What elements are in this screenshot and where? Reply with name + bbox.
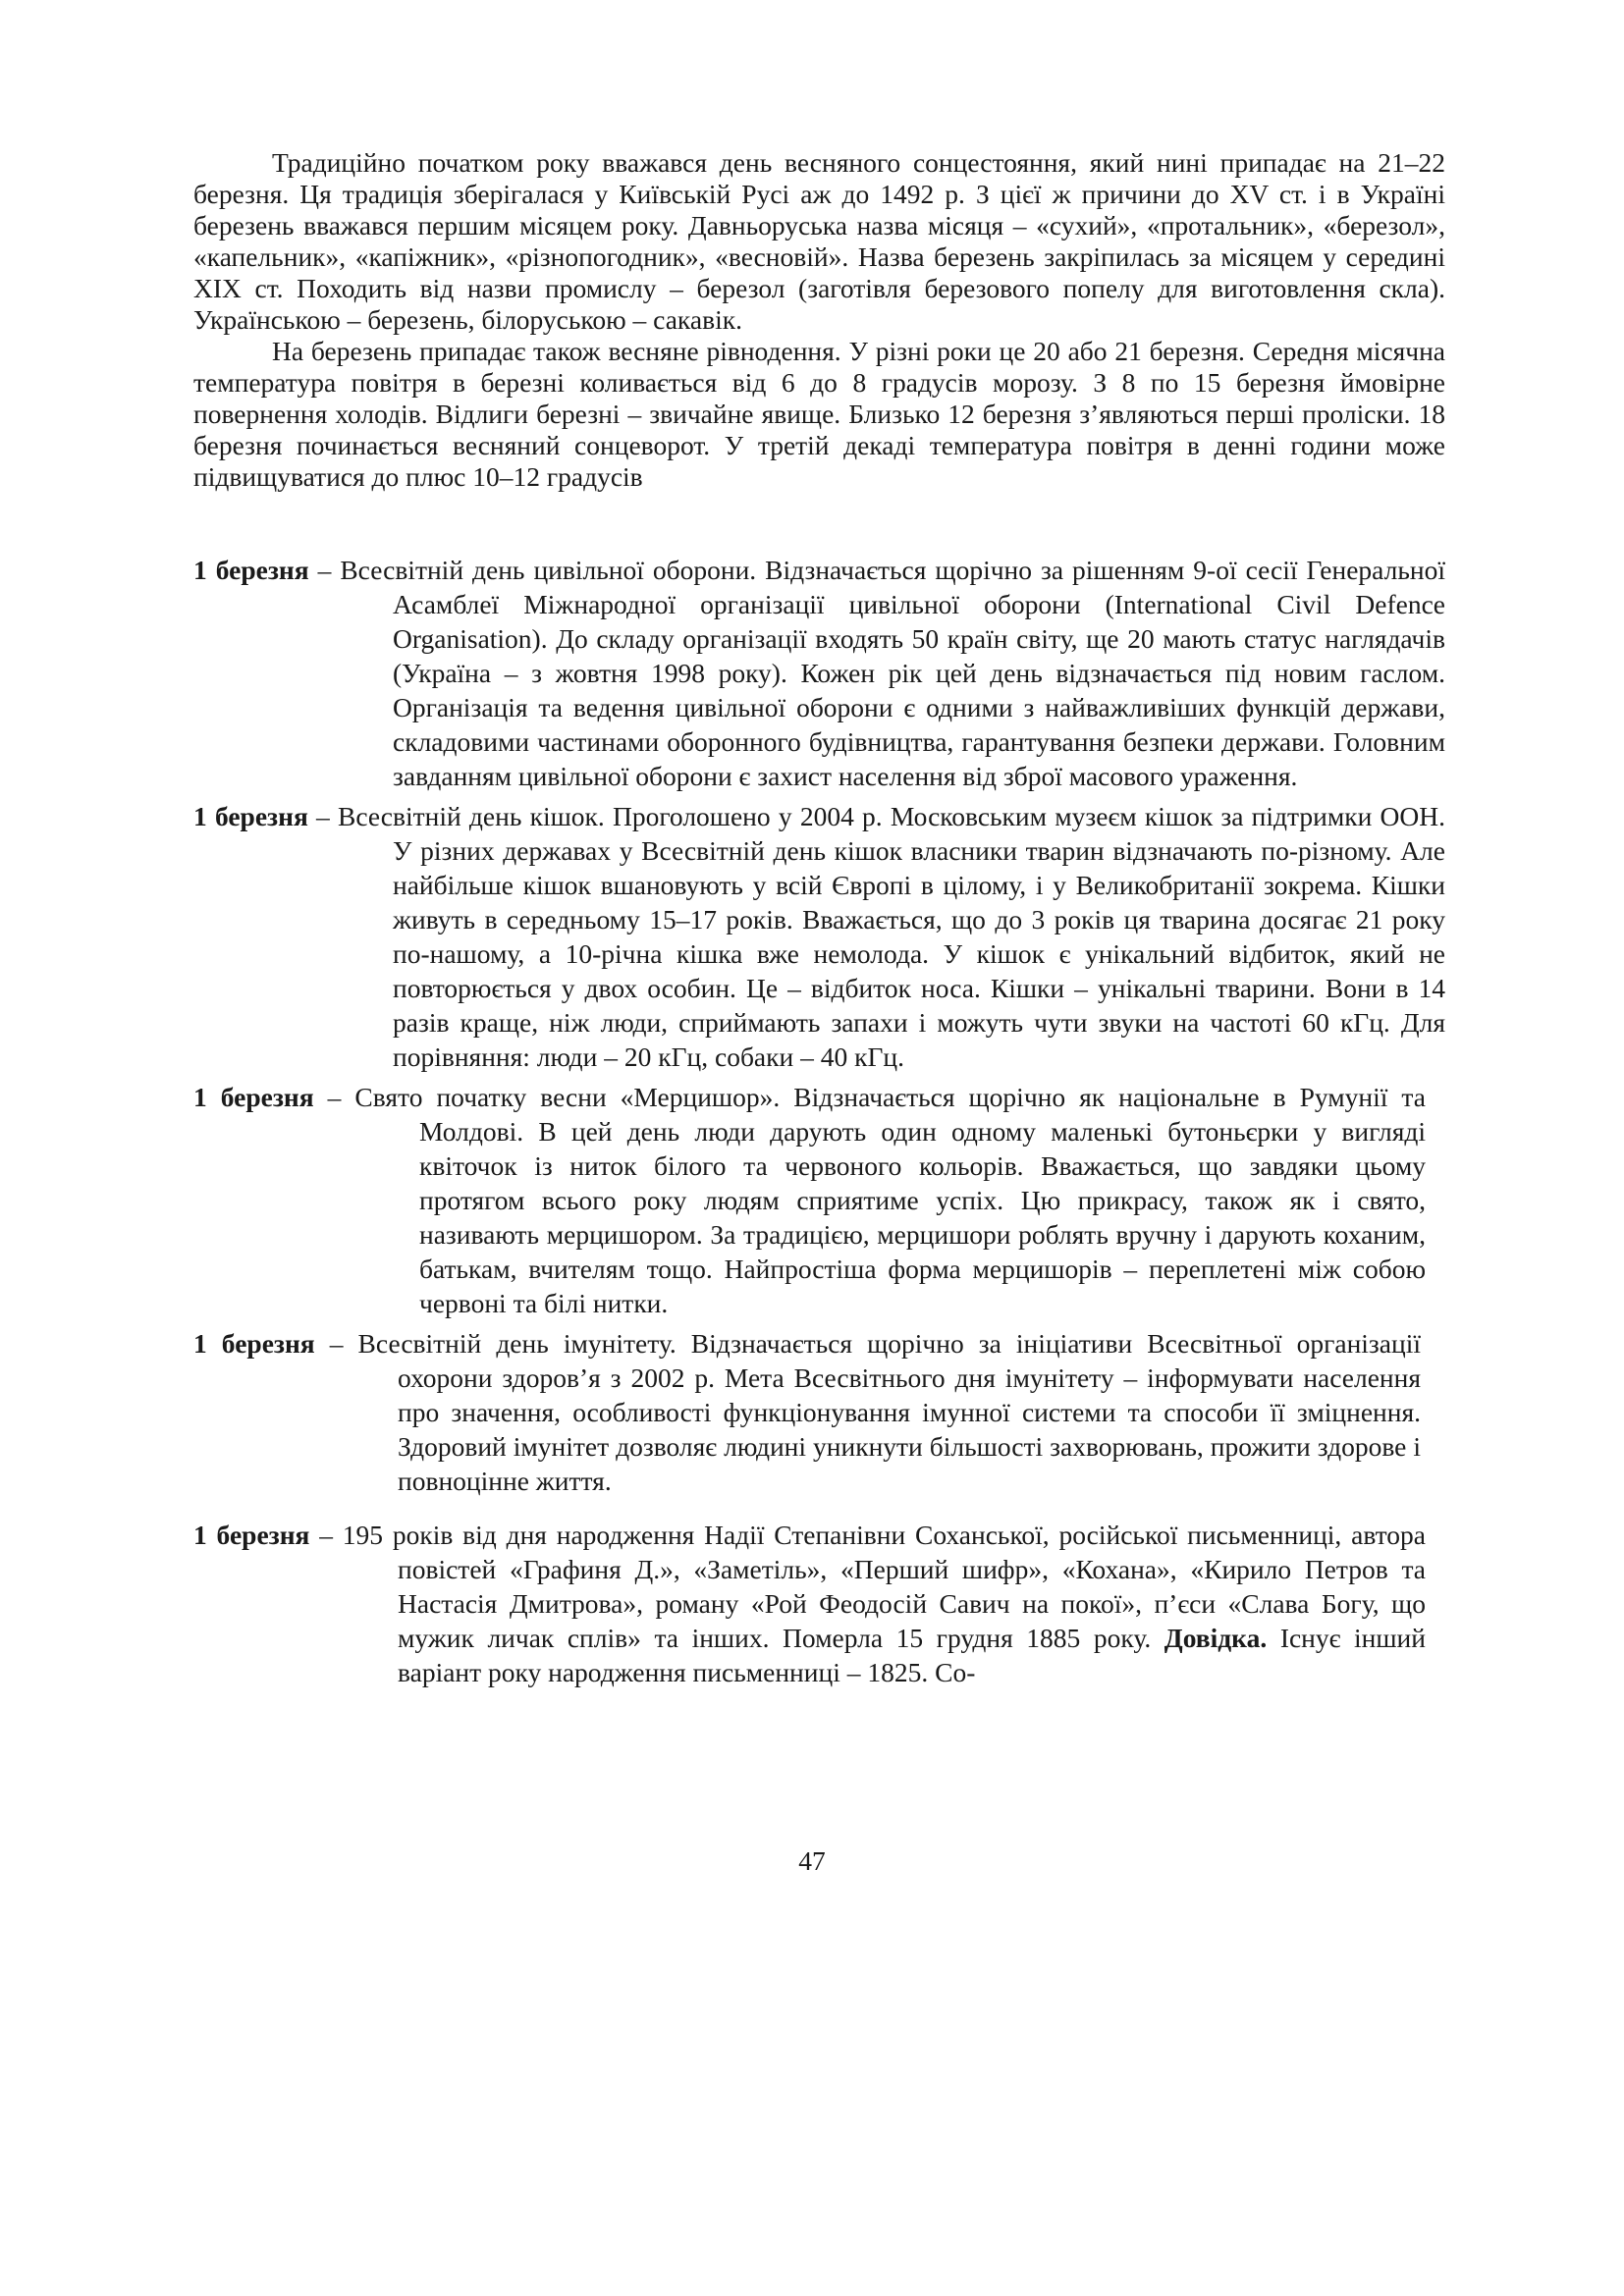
- entry-date: 1 березня: [193, 1520, 310, 1550]
- entry-date: 1 березня: [193, 801, 308, 831]
- intro-paragraph: Традиційно початком року вважався день весняного сонцестояння, який нині припадає на 21–22 березня. Ця традиція зберігалася у Київській Русі аж до 1492 р. З цієї ж причини до XV ст. і в Україні березень вважався першим місяцем року. Давньоруська назва місяця – «сухий», «протальник», «березол», «капельник», «капіжник», «різнопогодник», «весновій». Назва березень закріпилась за місяцем у середині XIX ст. Походить від назви промислу – березол (заготівля березового попелу для виготовлення скла). Українською – березень, білоруською – сакавік.: [193, 147, 1445, 335]
- reference-text: Існує інший варіант року народження письменниці – 1825. Со-: [398, 1623, 1426, 1687]
- entry-text: – Всесвітній день кішок. Проголошено у 2004 р. Московським музеєм кішок за підтримки ООН. У різних державах у Всесвітній день кішок власники тварин відзначають по-різному. Але найбільше кішок вшановують у всій Європі в цілому, і у Великобританії зокрема. Кішки живуть в середньому 15–17 років. Вважається, що до 3 років ця тварина досягає 21 року по-нашому, а 10-річна кішка вже немолода. У кішок є унікальний відбиток, який не повторюється у двох особин. Це – відбиток носа. Кішки – унікальні тварини. Вони в 14 разів краще, ніж люди, сприймають запахи і можуть чути звуки на частоті 60 кГц. Для порівняння: люди – 20 кГц, собаки – 40 кГц.: [307, 801, 1445, 1072]
- entry-text: – Всесвітній день цивільної оборони. Відзначається щорічно за рішенням 9-ої сесії Генеральної Асамблеї Міжнародної організації цивільної оборони (International Civil Defence Organisation). До складу організації входять 50 країн світу, ще 20 мають статус наглядачів (Україна – з жовтня 1998 року). Кожен рік цей день відзначається під новим гаслом. Організація та ведення цивільної оборони є одними з найважливіших функцій держави, складовими частинами оборонного будівництва, гарантування безпеки держави. Головним завданням цивільної оборони є захист населення від зброї масового ураження.: [308, 555, 1445, 791]
- calendar-entry: [193, 799, 1445, 1074]
- entry-date: 1 березня: [193, 555, 309, 585]
- entry-date: 1 березня: [193, 1328, 315, 1359]
- document-page: [193, 147, 1445, 1695]
- page-number: 47: [798, 1845, 826, 1876]
- entry-text: – Свято початку весни «Мерцишор». Відзначається щорічно як національне в Румунії та Молдові. В цей день люди дарують один одному маленькі бутоньєрки у вигляді квіточок із ниток білого та червоного кольорів. Вважається, що завдяки цьому протягом всього року людям сприятиме успіх. Цю прикрасу, також як і свято, називають мерцишором. За традицією, мерцишори роблять вручну і дарують коханим, батькам, вчителям тощо. Найпростіша форма мерцишорів – переплетені між собою червоні та білі нитки.: [313, 1082, 1426, 1318]
- calendar-entry: [193, 1080, 1445, 1320]
- calendar-entry: [193, 1326, 1445, 1498]
- reference-label: Довідка.: [1164, 1623, 1268, 1653]
- entry-date: 1 березня: [193, 1082, 314, 1112]
- calendar-entry: [193, 553, 1445, 793]
- calendar-entry: [193, 1518, 1445, 1689]
- calendar-entries: [193, 553, 1445, 1689]
- intro-section: [193, 147, 1445, 493]
- entry-text: – Всесвітній день імунітету. Відзначається щорічно за ініціативи Всесвітньої організації охорони здоров’я з 2002 р. Мета Всесвітнього дня імунітету – інформувати населення про значення, особливості функціонування імунної системи та способи її зміцнення. Здоровий імунітет дозволяє людині уникнути більшості захворювань, прожити здорове і повноцінне життя.: [314, 1328, 1421, 1496]
- entry-text: – 195 років від дня народження Надії Степанівни Соханської, російської письменниці, автора повістей «Графиня Д.», «Заметіль», «Перший шифр», «Кохана», «Кирило Петров та Настасія Дмитрова», роману «Рой Феодосій Савич на покої», п’єси «Слава Богу, що мужик личак сплів» та інших. Померла 15 грудня 1885 року.: [309, 1520, 1426, 1653]
- intro-paragraph: На березень припадає також весняне рівнодення. У різні роки це 20 або 21 березня. Середня місячна температура повітря в березні коливається від 6 до 8 градусів морозу. З 8 по 15 березня ймовірне повернення холодів. Відлиги березні – звичайне явище. Близько 12 березня з’являються перші проліски. 18 березня починається весняний сонцеворот. У третій декаді температура повітря в денні години може підвищуватися до плюс 10–12 градусів: [193, 336, 1445, 492]
